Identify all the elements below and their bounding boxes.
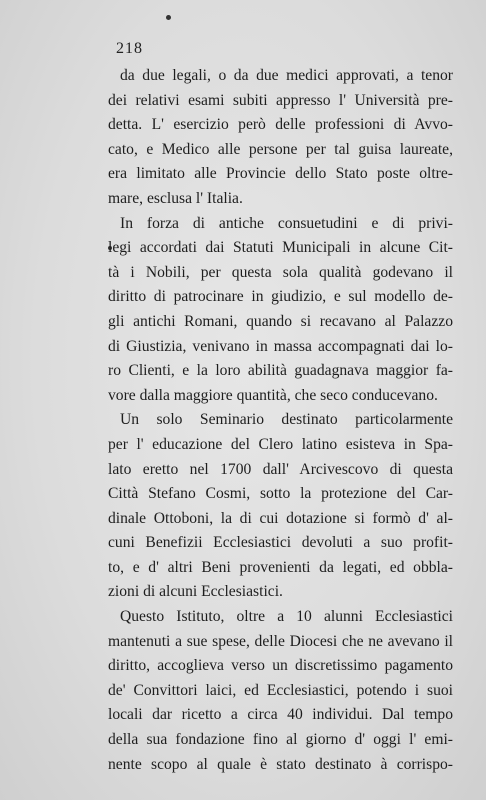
text-line: Questo Istituto, oltre a 10 alunni Ecclesiastici xyxy=(120,608,453,626)
text-line: zioni di alcuni Ecclesiastici. xyxy=(108,583,283,601)
text-line: della sua fondazione fino al giorno d' oggi l' emi- xyxy=(108,731,453,749)
text-line: diritto, accoglieva verso un discretissimo pagamento xyxy=(108,657,453,675)
text-line: de' Convittori laici, ed Ecclesiastici, potendo i suoi xyxy=(108,681,453,699)
text-line: Città Stefano Cosmi, sotto la protezione del Car- xyxy=(108,485,453,503)
text-line: In forza di antiche consuetudini e di privi- xyxy=(120,214,453,232)
paragraph xyxy=(108,408,453,605)
text-line: to, e d' altri Beni provenienti da legati, ed obbla- xyxy=(108,558,453,576)
text-line: era limitato alle Provincie dello Stato poste oltre- xyxy=(108,165,453,183)
text-line: di Giustizia, venivano in massa accompagnati dai lo- xyxy=(108,337,453,355)
text-line: cuni Benefizii Ecclesiastici devoluti a suo profit- xyxy=(108,534,453,552)
paragraph xyxy=(108,212,453,409)
text-line: gli antichi Romani, quando si recavano al Palazzo xyxy=(108,312,453,330)
text-line: dinale Ottoboni, la di cui dotazione si formò d' al- xyxy=(108,509,453,527)
text-line: Un solo Seminario destinato particolarmente xyxy=(120,411,453,429)
text-line: ro Clienti, e la loro abilità guadagnava maggior fa- xyxy=(108,362,453,380)
paragraph xyxy=(108,605,453,777)
text-line: diritto di patrocinare in giudizio, e sul modello de- xyxy=(108,288,453,306)
text-line: tà i Nobili, per questa sola qualità godevano il xyxy=(108,263,453,281)
text-line: da due legali, o da due medici approvati, a tenor xyxy=(120,67,453,84)
text-line: vore dalla maggiore quantità, che seco conducevano. xyxy=(108,386,438,404)
text-line: mare, esclusa l' Italia. xyxy=(108,189,243,207)
text-line: mantenuti a sue spese, delle Diocesi che ne avevano il xyxy=(108,632,453,650)
page-number: 218 xyxy=(116,40,143,57)
text-line: lato eretto nel 1700 dall' Arcivescovo di questa xyxy=(108,460,453,478)
text-line: locali dar ricetto a circa 40 individui. Dal tempo xyxy=(108,706,453,724)
text-line: nente scopo al quale è stato destinato à corrispo- xyxy=(108,755,453,773)
text-line: legi accordati dai Statuti Municipali in alcune Cit- xyxy=(108,239,453,257)
body-text xyxy=(108,64,453,777)
paragraph xyxy=(108,64,453,212)
text-line: detta. L' esercizio però delle professioni di Avvo- xyxy=(108,116,453,134)
text-line: dei relativi esami subiti appresso l' Università pre- xyxy=(108,91,453,109)
text-line: cato, e Medico alle persone per tal guisa laureate, xyxy=(108,140,453,158)
text-line: per l' educazione del Clero latino esisteva in Spa- xyxy=(108,435,453,453)
ink-speck xyxy=(166,15,171,20)
